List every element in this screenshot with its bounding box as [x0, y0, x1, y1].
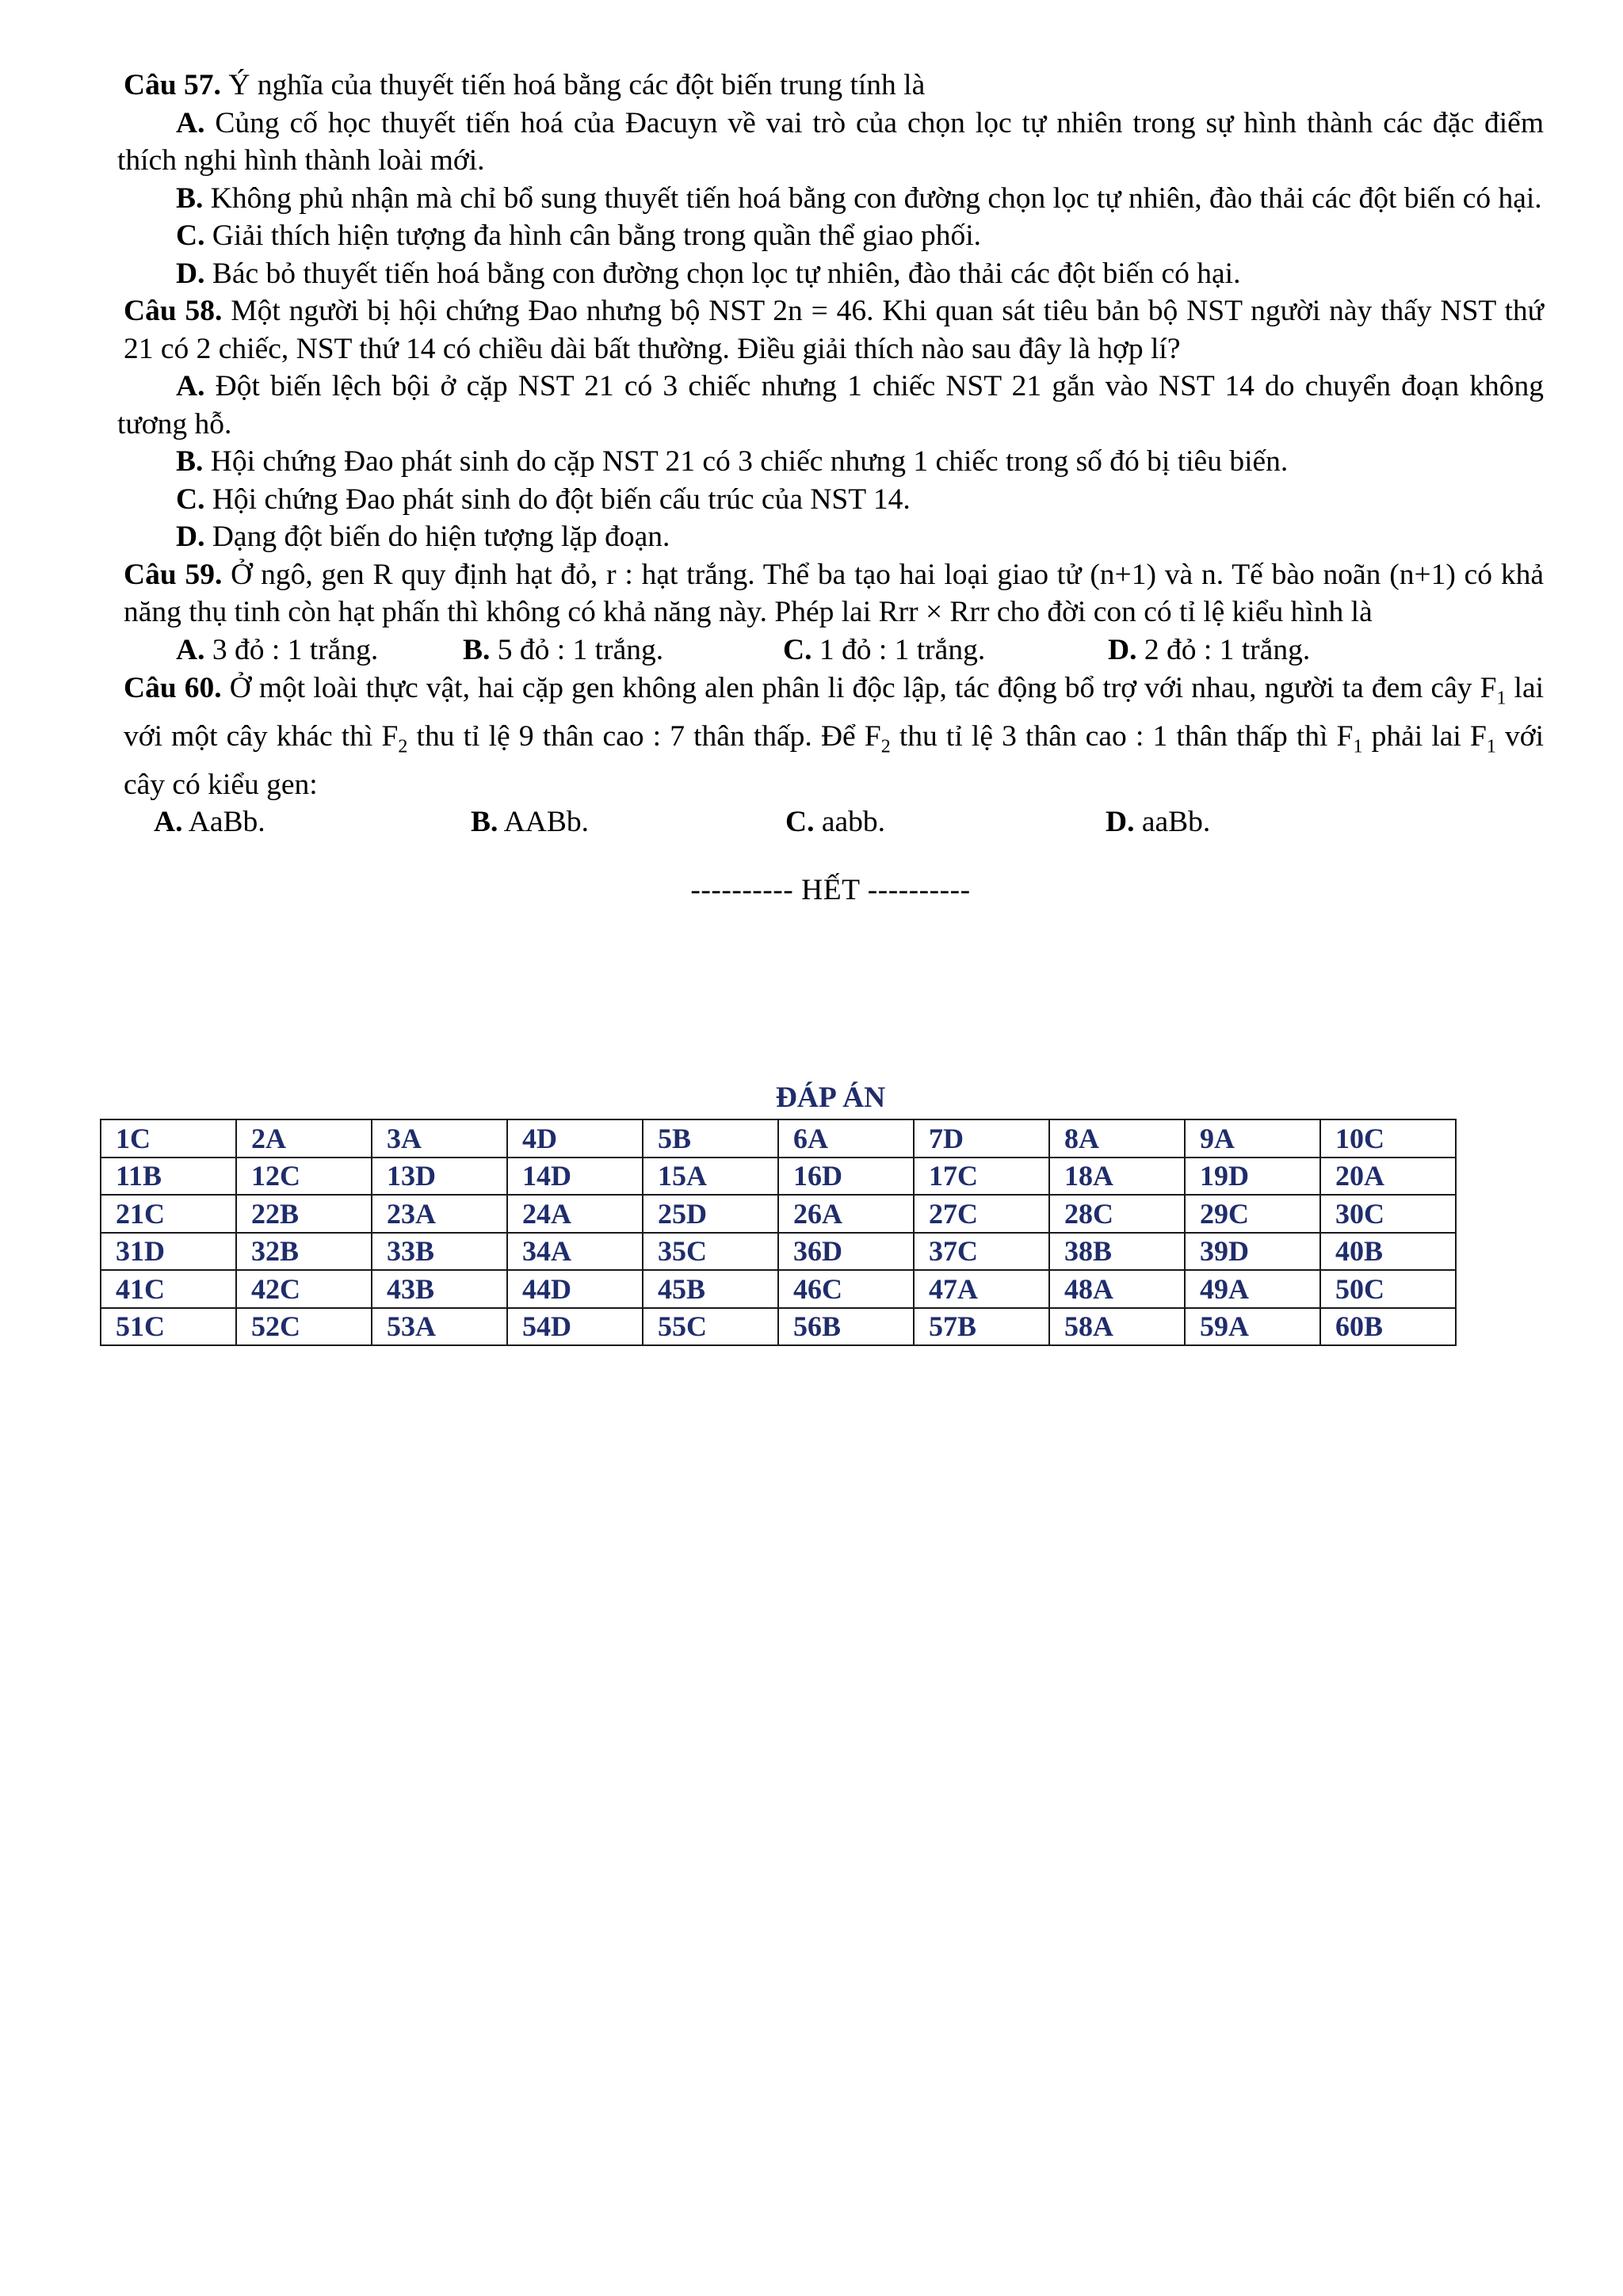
- question-60: [117, 669, 1544, 804]
- question-60-stem-part: lai với một cây khác thì F: [124, 671, 1545, 753]
- question-59: [117, 556, 1544, 631]
- answer-cell: 10C: [1320, 1119, 1456, 1158]
- question-57-option-b: [117, 180, 1544, 218]
- answer-cell: 22B: [236, 1195, 372, 1233]
- answer-cell: 16D: [778, 1158, 914, 1196]
- option-text: Dạng đột biến do hiện tượng lặp đoạn.: [204, 521, 670, 553]
- question-59-option-b: [463, 631, 783, 669]
- option-text: 2 đỏ : 1 trắng.: [1136, 633, 1311, 666]
- answer-cell: 60B: [1320, 1308, 1456, 1346]
- answer-cell: 3A: [372, 1119, 507, 1158]
- option-key: D.: [1108, 633, 1137, 666]
- question-59-option-a: [117, 631, 463, 669]
- question-58-stem: Một người bị hội chứng Đao nhưng bộ NST 2n = 46. Khi quan sát tiêu bản bộ NST người này thấy NST thứ 21 có 2 chiếc, NST thứ 14 có chiều dài bất thường. Điều giải thích nào sau đây là hợp lí?: [124, 295, 1545, 365]
- question-59-label: Câu 59.: [124, 558, 223, 591]
- option-text: Củng cố học thuyết tiến hoá của Đacuyn về vai trò của chọn lọc tự nhiên trong sự hình thành các đặc điểm thích nghi hình thành loài mới.: [117, 106, 1544, 177]
- question-59-stem: Ở ngô, gen R quy định hạt đỏ, r : hạt trắng. Thể ba tạo hai loại giao tử (n+1) và n. Tế bào noãn (n+1) có khả năng thụ tinh còn hạt phấn thì không có khả năng này. Phép lai Rrr × Rrr cho đời con có tỉ lệ kiểu hình là: [124, 558, 1545, 628]
- option-text: Hội chứng Đao phát sinh do cặp NST 21 có 3 chiếc nhưng 1 chiếc trong số đó bị tiêu biến.: [203, 445, 1289, 478]
- exam-page: [116, 67, 1545, 1343]
- option-key: A.: [176, 633, 205, 666]
- answer-cell: 17C: [914, 1158, 1049, 1196]
- question-60-option-c: [785, 803, 1106, 841]
- subscript: 1: [1496, 688, 1507, 708]
- question-60-options: [117, 803, 1544, 841]
- answer-cell: 54D: [507, 1308, 643, 1346]
- answer-row: [101, 1270, 1456, 1308]
- answer-cell: 12C: [236, 1158, 372, 1196]
- answer-cell: 6A: [778, 1119, 914, 1158]
- answer-cell: 19D: [1185, 1158, 1320, 1196]
- option-key: C.: [785, 806, 815, 838]
- question-58-option-b: [117, 443, 1544, 481]
- answer-cell: 8A: [1049, 1119, 1185, 1158]
- option-text: aaBb.: [1134, 806, 1211, 838]
- option-key: A.: [154, 806, 183, 838]
- answer-cell: 42C: [236, 1270, 372, 1308]
- answer-cell: 1C: [101, 1119, 236, 1158]
- answer-row: [101, 1119, 1456, 1158]
- answer-cell: 25D: [643, 1195, 778, 1233]
- question-59-options: [117, 631, 1544, 669]
- question-59-option-d: [1108, 631, 1310, 669]
- answer-cell: 33B: [372, 1233, 507, 1271]
- question-60-stem-part: Ở một loài thực vật, hai cặp gen không alen phân li độc lập, tác động bổ trợ với nhau, người ta đem cây F: [221, 671, 1497, 704]
- end-marker: ---------- HẾT ----------: [690, 874, 971, 906]
- subscript: 2: [880, 736, 891, 757]
- question-58-option-c: [117, 481, 1544, 519]
- answer-cell: 51C: [101, 1308, 236, 1346]
- answer-cell: 38B: [1049, 1233, 1185, 1271]
- option-key: B.: [463, 633, 491, 666]
- answer-key-title: ĐÁP ÁN: [775, 1081, 886, 1114]
- question-57-label: Câu 57.: [124, 69, 221, 101]
- option-key: C.: [176, 482, 205, 516]
- answer-cell: 2A: [236, 1119, 372, 1158]
- subscript: 1: [1353, 736, 1363, 757]
- answer-cell: 23A: [372, 1195, 507, 1233]
- answer-cell: 52C: [236, 1308, 372, 1346]
- option-text: 3 đỏ : 1 trắng.: [204, 633, 379, 666]
- answer-cell: 32B: [236, 1233, 372, 1271]
- answer-cell: 37C: [914, 1233, 1049, 1271]
- question-60-stem-part: phải lai F: [1362, 719, 1487, 753]
- answer-cell: 40B: [1320, 1233, 1456, 1271]
- option-key: B.: [176, 445, 204, 478]
- answer-cell: 21C: [101, 1195, 236, 1233]
- option-key: A.: [176, 370, 205, 402]
- option-text: Giải thích hiện tượng đa hình cân bằng trong quần thể giao phối.: [204, 219, 981, 252]
- option-text: Bác bỏ thuyết tiến hoá bằng con đường chọn lọc tự nhiên, đào thải các đột biến có hại.: [204, 257, 1241, 290]
- option-text: 5 đỏ : 1 trắng.: [490, 633, 664, 666]
- question-59-option-c: [783, 631, 1108, 669]
- option-text: Hội chứng Đao phát sinh do đột biến cấu trúc của NST 14.: [204, 482, 911, 516]
- subscript: 1: [1486, 736, 1496, 757]
- answer-cell: 26A: [778, 1195, 914, 1233]
- answer-cell: 53A: [372, 1308, 507, 1346]
- answer-cell: 28C: [1049, 1195, 1185, 1233]
- subscript: 2: [398, 736, 408, 757]
- answer-cell: 41C: [101, 1270, 236, 1308]
- answer-cell: 47A: [914, 1270, 1049, 1308]
- answer-cell: 24A: [507, 1195, 643, 1233]
- question-57-option-d: [117, 255, 1544, 293]
- answer-cell: 50C: [1320, 1270, 1456, 1308]
- question-57: [117, 67, 1544, 105]
- option-key: C.: [783, 633, 812, 666]
- option-text: 1 đỏ : 1 trắng.: [812, 633, 986, 666]
- answer-cell: 18A: [1049, 1158, 1185, 1196]
- answer-cell: 57B: [914, 1308, 1049, 1346]
- question-58-label: Câu 58.: [124, 295, 223, 327]
- answer-cell: 59A: [1185, 1308, 1320, 1346]
- question-60-option-d: [1106, 803, 1210, 841]
- option-text: AaBb.: [182, 806, 265, 838]
- answer-cell: 9A: [1185, 1119, 1320, 1158]
- answer-cell: 14D: [507, 1158, 643, 1196]
- answer-cell: 30C: [1320, 1195, 1456, 1233]
- answer-cell: 20A: [1320, 1158, 1456, 1196]
- answer-row: [101, 1233, 1456, 1271]
- answer-cell: 49A: [1185, 1270, 1320, 1308]
- question-60-stem-part: thu tỉ lệ 3 thân cao : 1 thân thấp thì F: [890, 719, 1354, 753]
- option-text: AABb.: [498, 806, 589, 838]
- answer-cell: 35C: [643, 1233, 778, 1271]
- option-text: aabb.: [814, 806, 886, 838]
- answer-row: [101, 1308, 1456, 1346]
- question-60-option-a: [117, 803, 471, 841]
- answer-cell: 27C: [914, 1195, 1049, 1233]
- question-58-option-d: [117, 518, 1544, 556]
- answer-cell: 45B: [643, 1270, 778, 1308]
- answer-cell: 48A: [1049, 1270, 1185, 1308]
- answer-cell: 11B: [101, 1158, 236, 1196]
- answer-row: [101, 1195, 1456, 1233]
- answer-cell: 13D: [372, 1158, 507, 1196]
- answer-cell: 39D: [1185, 1233, 1320, 1271]
- question-58-option-a: [117, 368, 1544, 443]
- answer-cell: 29C: [1185, 1195, 1320, 1233]
- option-key: B.: [471, 806, 498, 838]
- answer-key-table: [100, 1119, 1457, 1346]
- answer-row: [101, 1158, 1456, 1196]
- question-57-option-c: [117, 217, 1544, 255]
- option-key: D.: [176, 521, 205, 553]
- option-key: D.: [1106, 806, 1135, 838]
- option-text: Không phủ nhận mà chỉ bổ sung thuyết tiến hoá bằng con đường chọn lọc tự nhiên, đào thải các đột biến có hại.: [203, 181, 1542, 215]
- answer-cell: 5B: [643, 1119, 778, 1158]
- answer-cell: 7D: [914, 1119, 1049, 1158]
- question-57-option-a: [117, 105, 1544, 180]
- question-57-stem: Ý nghĩa của thuyết tiến hoá bằng các đột biến trung tính là: [220, 69, 926, 101]
- question-60-stem-part: với cây có kiểu gen:: [124, 719, 1544, 801]
- question-60-label: Câu 60.: [124, 671, 222, 704]
- option-key: B.: [176, 181, 204, 215]
- option-text: Đột biến lệch bội ở cặp NST 21 có 3 chiếc nhưng 1 chiếc NST 21 gắn vào NST 14 do chuyển đoạn không tương hỗ.: [117, 370, 1544, 441]
- answer-cell: 31D: [101, 1233, 236, 1271]
- option-key: A.: [176, 106, 205, 139]
- answer-cell: 55C: [643, 1308, 778, 1346]
- answer-cell: 43B: [372, 1270, 507, 1308]
- option-key: C.: [176, 219, 205, 252]
- question-58: [117, 292, 1544, 368]
- answer-cell: 44D: [507, 1270, 643, 1308]
- answer-cell: 4D: [507, 1119, 643, 1158]
- option-key: D.: [176, 257, 205, 290]
- answer-cell: 15A: [643, 1158, 778, 1196]
- answer-cell: 58A: [1049, 1308, 1185, 1346]
- question-60-option-b: [471, 803, 785, 841]
- answer-cell: 36D: [778, 1233, 914, 1271]
- question-60-stem-part: thu tỉ lệ 9 thân cao : 7 thân thấp. Để F: [407, 719, 881, 753]
- answer-cell: 34A: [507, 1233, 643, 1271]
- answer-cell: 56B: [778, 1308, 914, 1346]
- answer-cell: 46C: [778, 1270, 914, 1308]
